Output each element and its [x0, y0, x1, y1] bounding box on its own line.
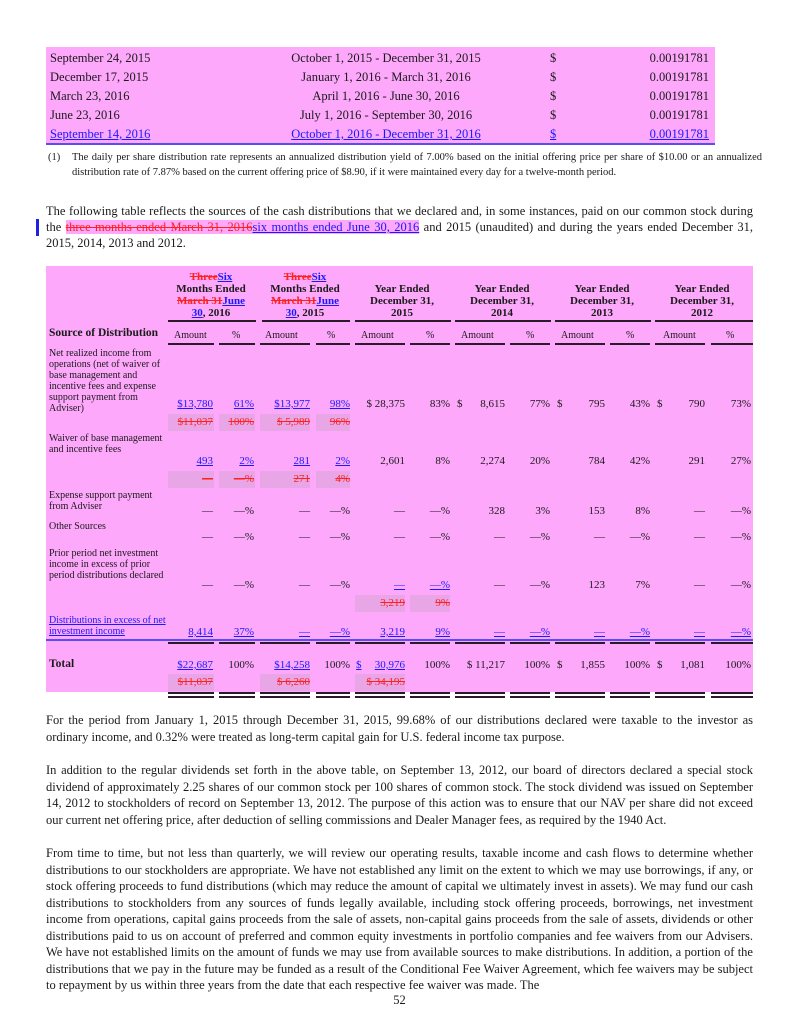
- cell-amount: 790: [688, 398, 705, 410]
- cell-percent: 3%: [535, 505, 550, 517]
- cell-percent: —%: [730, 505, 751, 517]
- cell-percent: —%: [429, 531, 450, 543]
- subtotal-rule: [610, 642, 650, 644]
- cell-amount: —: [494, 626, 505, 638]
- row-label-other-sources: Other Sources: [49, 521, 106, 532]
- cell-percent: —%: [629, 531, 650, 543]
- tax-character-paragraph: For the period from January 1, 2015 through December 31, 2015, 99.68% of our distributions declared were taxable to the investor as ordinary income, and 0.32% were treated as long-term capital gain for U.S. federal income tax purpose.: [46, 713, 753, 744]
- deleted-cell: —%: [233, 473, 254, 485]
- double-rule: [555, 696, 605, 698]
- row-label-net-realized-income: Net realized income from operations (net of waiver of base management and incentive fees and expense support payment from Adviser): [49, 348, 161, 414]
- header-rule: [355, 320, 451, 322]
- cell-currency: $: [557, 659, 563, 671]
- cell-percent: 100%: [624, 659, 650, 671]
- double-rule: [168, 696, 214, 698]
- deleted-text: Three: [283, 271, 312, 283]
- distribution-period: April 1, 2016 - June 30, 2016: [312, 89, 460, 103]
- double-rule: [410, 692, 450, 694]
- cell-amount: 2,274: [480, 455, 505, 467]
- cell-amount: —: [299, 626, 310, 638]
- declared-date: December 17, 2015: [50, 70, 149, 84]
- table-row-inserted: [46, 125, 715, 144]
- cell-percent: 77%: [529, 398, 550, 410]
- double-rule: [355, 692, 405, 694]
- header-line: 2012: [691, 307, 713, 319]
- cell-amount: —: [594, 531, 605, 543]
- cell-percent: —%: [233, 531, 254, 543]
- cell-amount: $13,977: [274, 398, 310, 410]
- subtotal-rule: [555, 642, 605, 644]
- row-label-prior-period: Prior period net investment income in excess of prior period distributions declared: [49, 548, 164, 581]
- subtotal-rule: [168, 642, 214, 644]
- cell-amount: 784: [588, 455, 605, 467]
- cell-percent: 2%: [335, 455, 350, 467]
- declared-date: June 23, 2016: [50, 108, 120, 122]
- cell-percent: 27%: [730, 455, 751, 467]
- deleted-text: March 31: [177, 295, 223, 307]
- double-rule: [260, 692, 310, 694]
- percent-label: %: [626, 330, 635, 341]
- page-number: 52: [393, 993, 406, 1007]
- deleted-text: three months ended March 31, 2016: [65, 220, 253, 234]
- double-rule: [510, 696, 550, 698]
- cell-amount: —: [694, 505, 705, 517]
- cell-percent: 37%: [233, 626, 254, 638]
- row-label-fee-waiver: Waiver of base management and incentive fees: [49, 433, 163, 455]
- header-line: December 31,: [470, 295, 534, 307]
- cell-percent: —%: [329, 626, 350, 638]
- cell-percent: 8%: [635, 505, 650, 517]
- subheader-rule: [410, 343, 450, 345]
- inserted-text: June: [222, 295, 245, 307]
- cell-amount: —: [299, 505, 310, 517]
- cell-amount: —: [202, 579, 213, 591]
- subtotal-rule: [355, 642, 405, 644]
- deleted-cell: 4%: [335, 473, 350, 485]
- footnote-marker: (1): [48, 152, 61, 163]
- deleted-cell: $11,037: [177, 676, 213, 688]
- cell-percent: 2%: [239, 455, 254, 467]
- cell-amount: —: [299, 579, 310, 591]
- cell-percent: 100%: [524, 659, 550, 671]
- cell-amount: 291: [688, 455, 705, 467]
- cell-amount: 30,976: [374, 659, 405, 671]
- cell-percent: —%: [329, 579, 350, 591]
- subheader-rule: [316, 343, 350, 345]
- double-rule: [555, 692, 605, 694]
- cell-percent: —%: [429, 505, 450, 517]
- double-rule: [610, 692, 650, 694]
- cell-percent: 43%: [629, 398, 650, 410]
- double-rule: [455, 696, 505, 698]
- deleted-cell: $ 34,195: [366, 676, 405, 688]
- cell-amount: —: [594, 626, 605, 638]
- cell-percent: —%: [730, 579, 751, 591]
- deleted-cell: 96%: [329, 416, 350, 428]
- cell-amount: 1,855: [580, 659, 605, 671]
- cell-amount: —: [694, 579, 705, 591]
- column-header-year-2013: [554, 283, 650, 319]
- distribution-period: October 1, 2015 - December 31, 2015: [291, 51, 481, 65]
- row-label-distributions-in-excess: Distributions in excess of net investment income: [49, 615, 166, 637]
- percent-label: %: [526, 330, 535, 341]
- declared-date: September 14, 2016: [50, 127, 151, 141]
- subheader-rule: [455, 343, 505, 345]
- cell-amount: 8,615: [480, 398, 505, 410]
- header-line: December 31,: [670, 295, 734, 307]
- inserted-text: Six: [311, 271, 327, 283]
- subheader-rule: [555, 343, 605, 345]
- percent-label: %: [426, 330, 435, 341]
- declared-date: September 24, 2015: [50, 51, 151, 65]
- double-rule: [655, 692, 705, 694]
- cell-percent: 20%: [529, 455, 550, 467]
- subtotal-rule: [455, 642, 505, 644]
- cell-percent: 61%: [233, 398, 254, 410]
- footnote-text: The daily per share distribution rate represents an annualized distribution yield of 7.00% based on the initial offering price per share of $10.00 or an annualized distribution rate of 7.87% based on the current offering price of $8.90, if it were maintained every day for a twelve-month period.: [72, 152, 762, 178]
- table-row: [46, 68, 715, 87]
- amount-label: Amount: [663, 330, 696, 341]
- cell-percent: 100%: [424, 659, 450, 671]
- amount-label: Amount: [461, 330, 494, 341]
- daily-rate: 0.00191781: [649, 108, 709, 122]
- distribution-period: July 1, 2016 - September 30, 2016: [299, 108, 473, 122]
- double-rule: [510, 692, 550, 694]
- cell-amount: $ 28,375: [366, 398, 405, 410]
- cell-amount: 328: [488, 505, 505, 517]
- cell-amount: 8,414: [188, 626, 213, 638]
- header-rule: [455, 320, 551, 322]
- column-header-year-2014: [454, 283, 550, 319]
- header-line: 2013: [591, 307, 613, 319]
- declared-date: March 23, 2016: [50, 89, 130, 103]
- cell-amount: 2,601: [380, 455, 405, 467]
- double-rule: [410, 696, 450, 698]
- header-line: December 31,: [570, 295, 634, 307]
- header-line: , 2016: [202, 307, 231, 319]
- cell-amount: 153: [588, 505, 605, 517]
- cell-percent: 100%: [324, 659, 350, 671]
- column-header-year-2012: [654, 283, 750, 319]
- deleted-cell: 271: [293, 473, 310, 485]
- cell-amount: 795: [588, 398, 605, 410]
- deleted-cell: 9%: [435, 597, 450, 609]
- header-line: Year Ended: [674, 283, 730, 295]
- cell-percent: 42%: [629, 455, 650, 467]
- cell-amount: —: [394, 579, 405, 591]
- double-rule: [610, 696, 650, 698]
- cell-currency: $: [557, 398, 563, 410]
- distribution-rate-table: [46, 47, 715, 145]
- subheader-rule: [355, 343, 405, 345]
- cell-percent: 83%: [429, 398, 450, 410]
- cell-percent: —%: [629, 626, 650, 638]
- cell-amount: —: [394, 505, 405, 517]
- currency-symbol: $: [550, 108, 557, 122]
- header-rule: [655, 320, 753, 322]
- cell-percent: —%: [429, 579, 450, 591]
- cell-percent: —%: [233, 505, 254, 517]
- subtotal-rule: [510, 642, 550, 644]
- deleted-text: Three: [189, 271, 218, 283]
- inserted-row-rule: [46, 639, 753, 641]
- cell-percent: 8%: [435, 455, 450, 467]
- cell-amount: 493: [196, 455, 213, 467]
- amount-label: Amount: [174, 330, 207, 341]
- double-rule: [711, 696, 753, 698]
- row-label-total: Total: [49, 658, 75, 670]
- amount-label: Amount: [361, 330, 394, 341]
- cell-percent: —%: [730, 626, 751, 638]
- daily-rate: 0.00191781: [649, 51, 709, 65]
- header-line: Year Ended: [574, 283, 630, 295]
- header-line: 2014: [491, 307, 513, 319]
- intro-paragraph: [46, 203, 753, 251]
- deleted-cell: 3,219: [380, 597, 405, 609]
- cell-currency: $: [457, 398, 463, 410]
- cell-percent: 7%: [635, 579, 650, 591]
- header-line: , 2015: [296, 307, 325, 319]
- currency-symbol: $: [550, 89, 557, 103]
- double-rule: [219, 692, 255, 694]
- double-rule: [219, 696, 255, 698]
- cell-percent: —%: [233, 579, 254, 591]
- inserted-text: June: [316, 295, 339, 307]
- header-line: Year Ended: [474, 283, 530, 295]
- header-line: Months Ended: [176, 283, 246, 295]
- inserted-text: 30: [191, 307, 203, 319]
- percent-label: %: [726, 330, 735, 341]
- deleted-cell: $ 6,260: [277, 676, 310, 688]
- header-rule: [555, 320, 651, 322]
- subtotal-rule: [260, 642, 310, 644]
- cell-amount: —: [202, 531, 213, 543]
- header-rule: [168, 320, 256, 322]
- subheader-rule: [219, 343, 255, 345]
- cell-amount: 1,081: [680, 659, 705, 671]
- subtotal-rule: [316, 642, 350, 644]
- daily-rate: 0.00191781: [649, 127, 709, 141]
- column-header-year-2015: [354, 283, 450, 319]
- cell-percent: 100%: [228, 659, 254, 671]
- header-line: Months Ended: [270, 283, 340, 295]
- cell-percent: —%: [529, 531, 550, 543]
- cell-percent: 100%: [725, 659, 751, 671]
- cell-amount: —: [394, 531, 405, 543]
- sources-of-distribution-table: [46, 266, 753, 692]
- amount-label: Amount: [265, 330, 298, 341]
- header-line: 2015: [391, 307, 413, 319]
- double-rule: [168, 692, 214, 694]
- subheader-rule: [510, 343, 550, 345]
- subtotal-rule: [219, 642, 255, 644]
- cell-amount: —: [694, 626, 705, 638]
- stock-dividend-paragraph: In addition to the regular dividends set forth in the above table, on September 13, 2012, our board of directors declared a special stock dividend of approximately 2.25 shares of our common stock per 100 shares of common stock. The stock dividend was issued on September 14, 2012 to stockholders of record on September 13, 2012. The purpose of this action was to ensure that our NAV per share did not exceed our current net offering price, after deduction of selling commissions and Dealer Manager fees, as required by the 1940 Act.: [46, 763, 753, 827]
- cell-amount: $ 11,217: [466, 659, 505, 671]
- currency-symbol: $: [550, 51, 557, 65]
- inserted-text: six months ended June 30, 2016: [252, 220, 420, 234]
- deleted-cell: $ 5,989: [277, 416, 310, 428]
- cell-percent: —%: [730, 531, 751, 543]
- intro-text-before: The following table reflects the sources of the cash distributions that we declared and, in some instances, paid on our common stock during the: [46, 204, 753, 234]
- subtotal-rule: [410, 642, 450, 644]
- cell-percent: —%: [329, 505, 350, 517]
- cell-percent: —%: [529, 626, 550, 638]
- table-row: [46, 49, 715, 68]
- subheader-rule: [168, 343, 214, 345]
- cell-amount: $13,780: [177, 398, 213, 410]
- deleted-cell: $11,037: [177, 416, 213, 428]
- inserted-text: Six: [217, 271, 233, 283]
- cell-currency: $: [657, 659, 663, 671]
- double-rule: [455, 692, 505, 694]
- subheader-rule: [260, 343, 310, 345]
- cell-currency: $: [356, 659, 362, 671]
- header-line: Year Ended: [374, 283, 430, 295]
- cell-amount: —: [299, 531, 310, 543]
- distribution-period: October 1, 2016 - December 31, 2016: [291, 127, 481, 141]
- double-rule: [711, 692, 753, 694]
- column-header-2015-period: [260, 271, 350, 319]
- double-rule: [655, 696, 705, 698]
- subheader-rule: [610, 343, 650, 345]
- table-row: [46, 87, 715, 106]
- subheader-rule: [711, 343, 753, 345]
- double-rule: [316, 696, 350, 698]
- subtotal-rule: [655, 642, 705, 644]
- double-rule: [355, 696, 405, 698]
- cell-amount: 281: [293, 455, 310, 467]
- cell-amount: 123: [588, 579, 605, 591]
- cell-amount: —: [494, 531, 505, 543]
- cell-percent: 9%: [435, 626, 450, 638]
- cell-amount: 3,219: [380, 626, 405, 638]
- subtotal-rule: [711, 642, 753, 644]
- double-rule: [260, 696, 310, 698]
- inserted-text: 30: [285, 307, 297, 319]
- daily-rate: 0.00191781: [649, 70, 709, 84]
- subheader-rule: [655, 343, 705, 345]
- intro-text-after: and 2015 (unaudited) and during the years ended December 31, 2015, 2014, 2013 and 2012.: [46, 220, 753, 250]
- column-header-2016-period: [166, 271, 256, 319]
- cell-amount: $14,258: [274, 659, 310, 671]
- deleted-cell: 100%: [228, 416, 254, 428]
- cell-percent: 73%: [730, 398, 751, 410]
- cell-amount: —: [694, 531, 705, 543]
- cell-percent: 98%: [329, 398, 350, 410]
- percent-label: %: [232, 330, 241, 341]
- currency-symbol: $: [550, 70, 557, 84]
- cell-percent: —%: [329, 531, 350, 543]
- row-label-expense-support: Expense support payment from Adviser: [49, 490, 153, 512]
- table-bottom-rule: [46, 143, 715, 145]
- cell-percent: —%: [529, 579, 550, 591]
- daily-rate: 0.00191781: [649, 89, 709, 103]
- cell-amount: —: [494, 579, 505, 591]
- currency-symbol: $: [550, 127, 557, 141]
- deleted-text: March 31: [271, 295, 317, 307]
- cell-amount: $22,687: [177, 659, 213, 671]
- double-rule: [316, 692, 350, 694]
- table-row: [46, 106, 715, 125]
- source-of-distribution-header: Source of Distribution: [49, 327, 159, 339]
- cell-amount: —: [202, 505, 213, 517]
- distribution-policy-paragraph: From time to time, but not less than quarterly, we will review our operating results, taxable income and cash flows to determine whether distributions to our stockholders are appropriate. We have not established any limit on the extent to which we may use borrowings, if any, or stock offering proceeds to fund distributions (which may reduce the amount of capital we ultimately invest in assets). We may fund our cash distributions to stockholders from any sources of funds legally available, including stock offering proceeds, borrowings, net investment income from operations, capital gains proceeds from the sale of assets, non-capital gains proceeds from the sale of assets, dividends or other distributions paid to us on account of preferred and common equity investments in portfolio companies and fee waivers from our Advisers. We have not established limits on the amount of funds we may use from available sources to make distributions. In addition, a portion of the distributions that we pay in the future may be funded as a result of the Conditional Fee Waiver Agreement, which fee waivers may be subject to repayment by us within three years from the date that each respective fee waiver was made. The: [46, 846, 753, 992]
- amount-label: Amount: [561, 330, 594, 341]
- cell-currency: $: [657, 398, 663, 410]
- change-bar: [36, 219, 39, 236]
- header-rule: [262, 320, 350, 322]
- deleted-cell: —: [202, 473, 213, 485]
- distribution-period: January 1, 2016 - March 31, 2016: [301, 70, 471, 84]
- header-line: December 31,: [370, 295, 434, 307]
- percent-label: %: [327, 330, 336, 341]
